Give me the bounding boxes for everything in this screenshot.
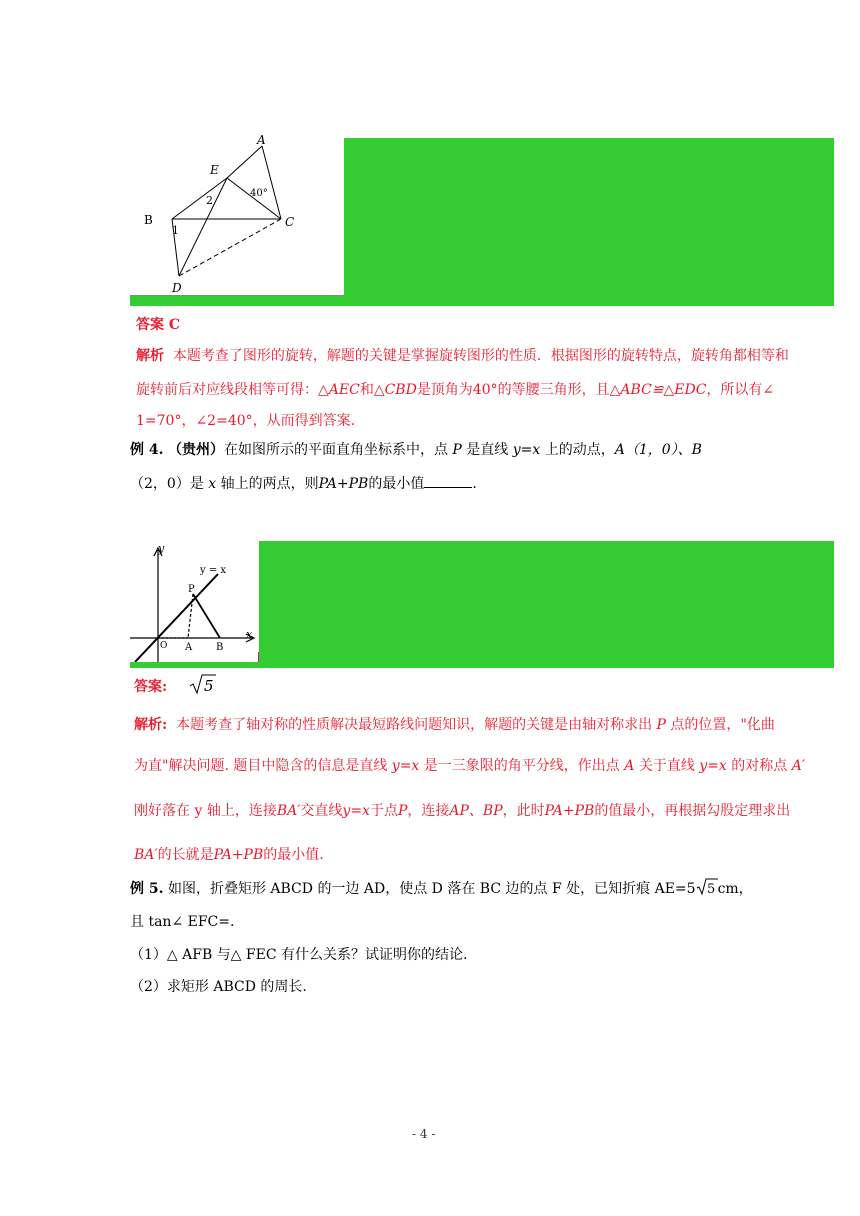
ex4-analysis-line1: 解析: 本题考查了轴对称的性质解决最短路线问题知识，解题的关键是由轴对称求出 P 点的位置，"化曲 [134,717,775,733]
ex5-question1: （1）△ AFB 与△ FEC 有什么关系？试证明你的结论. [130,947,468,963]
ex3-analysis-line3: 1=70°，∠2=40°，从而得到答案. [136,413,356,429]
ex4-line2: （2，0）是 x 轴上的两点，则PA+PB的最小值 . [130,476,477,492]
label-D: D [172,281,182,295]
coordinate-figure [130,538,264,668]
fig2-x: x [246,628,253,641]
label-B: B [144,213,153,227]
cover-strip-2 [130,662,261,668]
answer-blank[interactable] [424,475,472,488]
cover-strip-1 [130,296,346,306]
ex5-line2: 且 tan∠ EFC=. [130,914,235,930]
ex3-analysis-line2: 旋转前后对应线段相等可得：△AEC和△CBD是顶角为40°的等腰三角形，且△ABC≌△EDC，所以有∠ [136,382,775,398]
ex4-analysis-line3: 刚好落在 y 轴上，连接BA′交直线y=x于点P，连接AP、BP，此时PA+PB的值最小，再根据勾股定理求出 [134,803,791,819]
cover-block-1 [344,138,834,306]
cover-block-2 [259,541,834,668]
rotation-figure [130,134,348,300]
ex4-answer: 答案: [134,679,168,695]
label-C: C [285,215,295,229]
ex5-line1: 例 5. 如图，折叠矩形 ABCD 的一边 AD，使点 D 落在 BC 边的点 F 处，已知折痕 AE=5 5 cm， [130,878,753,898]
ex4-analysis-line4: BA′的长就是PA+PB的最小值. [134,847,324,863]
fig2-O: O [160,641,168,651]
ex5-question2: （2）求矩形 ABCD 的周长. [130,979,307,995]
sqrt5-given [696,878,718,896]
fig2-line-label: y = x [200,565,227,576]
sqrt5-answer [188,672,218,696]
fig2-B: B [216,642,224,653]
svg-text:5: 5 [706,882,715,896]
label-40: 40° [250,188,268,199]
ex4-line1: 例 4. （贵州）在如图所示的平面直角坐标系中，点 P 是直线 y=x 上的动点，A（1，0）、B [130,442,702,458]
fig2-P: P [188,584,195,595]
ex3-answer: 答案 C [136,317,181,333]
svg-text:5: 5 [204,677,214,695]
label-E: E [210,163,219,177]
label-1: 1 [172,224,179,237]
label-2: 2 [206,194,213,207]
label-A: A [257,134,266,147]
ex4-analysis-line2: 为直"解决问题. 题目中隐含的信息是直线 y=x 是一三象限的角平分线，作出点 A 关于直线 y=x 的对称点 A′ [134,758,806,774]
fig2-y: y [158,542,165,555]
fig2-A: A [185,642,193,653]
ex3-analysis-line1: 解析 本题考查了图形的旋转，解题的关键是掌握旋转图形的性质．根据图形的旋转特点，旋转角都相等和 [136,348,789,364]
page-number: - 4 - [412,1127,436,1141]
